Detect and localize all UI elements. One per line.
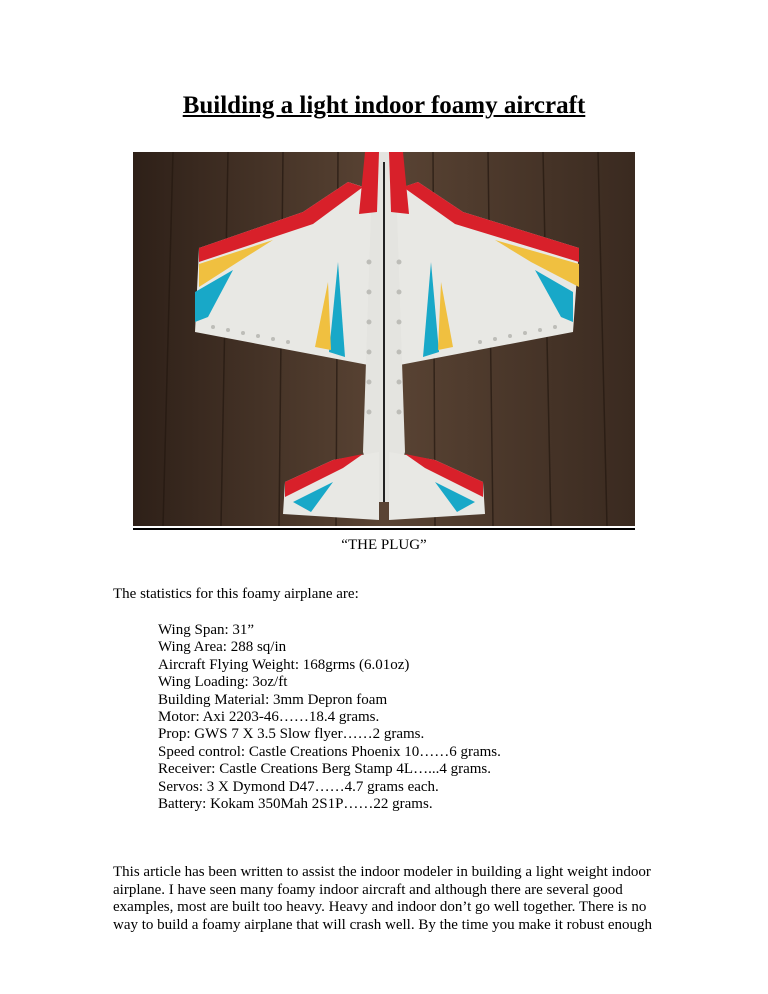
- stat-speed-control: Speed control: Castle Creations Phoenix 10……6 grams.: [158, 743, 501, 760]
- stats-intro: The statistics for this foamy airplane are:: [113, 586, 359, 602]
- stat-motor: Motor: Axi 2203-46……18.4 grams.: [158, 709, 380, 726]
- body-paragraph: This article has been written to assist the indoor modeler in building a light weight indoor airplane. I have seen many foamy indoor aircraft and although there are several good examples, most are built too heavy. Heavy and indoor don’t go well together. There is no way to build a foamy airplane that will crash well. By the time you make it robust enough: [113, 864, 653, 933]
- stat-wing-loading: Wing Loading: 3oz/ft: [158, 674, 288, 691]
- caption-rule: [133, 528, 635, 530]
- stat-flying-weight: Aircraft Flying Weight: 168grms (6.01oz): [158, 656, 410, 673]
- stat-wing-area: Wing Area: 288 sq/in: [158, 639, 287, 656]
- photo-caption: “THE PLUG”: [341, 537, 427, 553]
- stats-list: [158, 622, 501, 813]
- document-title: Building a light indoor foamy aircraft: [182, 92, 586, 119]
- stat-servos: Servos: 3 X Dymond D47……4.7 grams each.: [158, 778, 439, 795]
- stat-battery: Battery: Kokam 350Mah 2S1P……22 grams.: [158, 796, 433, 813]
- stat-prop: Prop: GWS 7 X 3.5 Slow flyer……2 grams.: [158, 726, 425, 743]
- stat-receiver: Receiver: Castle Creations Berg Stamp 4L…...4 grams.: [158, 761, 491, 778]
- stat-building-material: Building Material: 3mm Depron foam: [158, 691, 388, 708]
- aircraft-photo: [133, 152, 635, 526]
- stat-wing-span: Wing Span: 31”: [158, 622, 255, 638]
